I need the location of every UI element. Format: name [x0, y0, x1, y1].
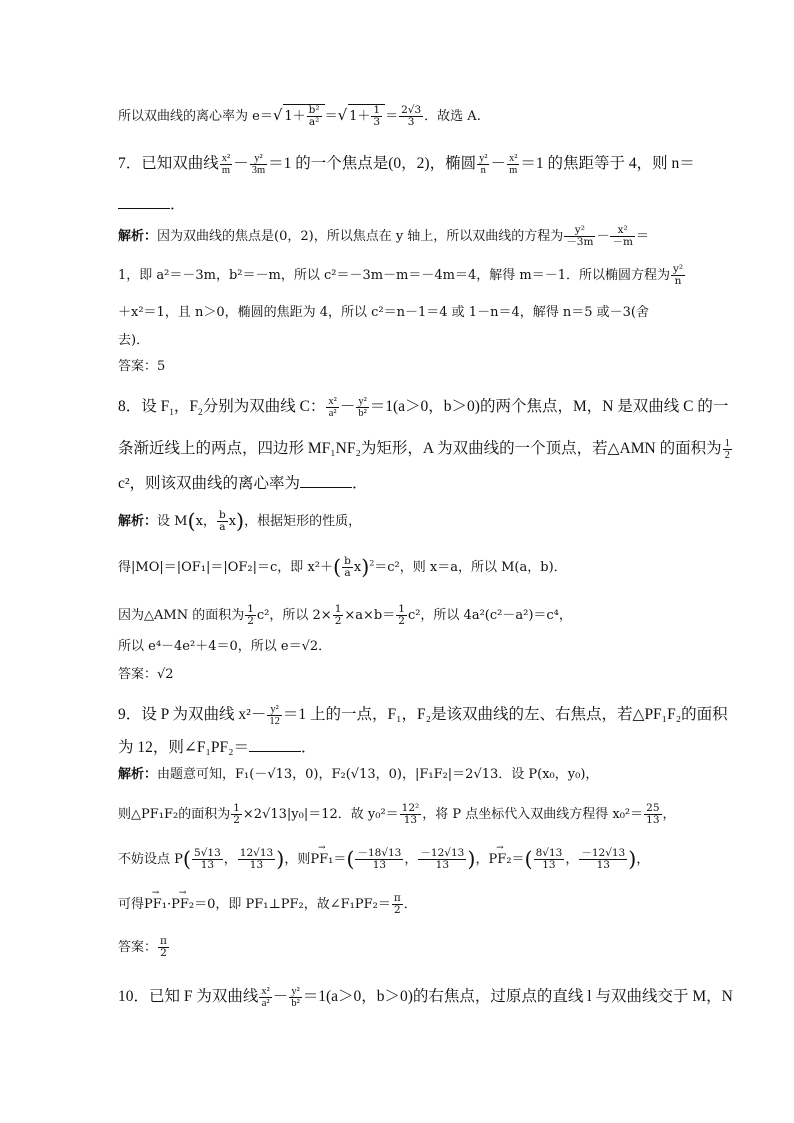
q7-blank: ． — [118, 197, 186, 213]
q9-answer: 答案： $\frac{\pi}{2}$ — [118, 935, 167, 960]
q9-solution-1: 解析：由题意可知，F₁(－√13，0)，F₂(√13，0)，|F₁F₂|＝2√13．设 P(x₀，y₀)， — [118, 767, 599, 782]
q7-solution-4: 去)． — [118, 333, 150, 348]
q8-statement-2: 条渐近线上的两点，四边形 MF₁NF₂为矩形，A 为双曲线的一个顶点，若△AMN 的面积为 $\frac{1}{2}$ — [118, 438, 730, 462]
q8-solution-1: 解析：设 M(x， $\frac{b}{a}$ x)，根据矩形的性质， — [118, 509, 362, 534]
q8-solution-4: 所以 e⁴－4e²＋4＝0，所以 e＝√2． — [118, 639, 332, 654]
q7-solution-1: 解析：因为双曲线的焦点是(0，2)，所以焦点在 y 轴上，所以双曲线的方程为 $\frac{\text{y²}}{-3m}$ － $\frac{\text{x²}}{-m}$ ＝ — [118, 224, 649, 249]
q9-solution-3: 不妨设点 P( $\frac{5√13}{13}$ ， $\frac{12√13}{13}$ )，则→ PF₁＝( $\frac{-18√13}{13}$ ， $\frac{-12√13}{13}$ )，→ PF₂＝( $\frac{8√13}{13}$ ， $\frac{-12√13}{13}$ )， — [118, 848, 649, 871]
q7-answer: 答案：5 — [118, 359, 166, 374]
q9-statement-1: 9．设 P 为双曲线 x²－ $\frac{\text{y²}}{12}$ ＝1 上的一点，F₁，F₂是该双曲线的左、右焦点，若△PF₁F₂的面积 — [118, 704, 728, 728]
q7-solution-2: 1，即 a²＝－3m，b²＝－m，所以 c²＝－3m－m＝－4m＝4，解得 m＝－1．所以椭圆方程为 $\frac{\text{y²}}{n}$ — [118, 263, 684, 288]
q9-statement-2: 为 12，则∠F₁PF₂＝ ． — [118, 739, 317, 756]
q8-answer: 答案：√2 — [118, 667, 174, 682]
q8-statement-3: c²，则该双曲线的离心率为 ． — [118, 475, 368, 492]
q8-solution-2: 得|MO|＝|OF₁|＝|OF₂|＝c，即 x²＋( $\frac{b}{a}$ x)$^2$＝c²，则 x＝a，所以 M(a，b)． — [118, 555, 567, 580]
q8-statement-1: 8．设 $F_1$，$F_2$分别为双曲线 C： $\frac{\text{x²}}{\text{a²}}$ － $\frac{\text{y²}}{\text{b²}}$ ＝1(a＞0，b＞0)的两个焦点，M，N 是双曲线 C 的一 — [118, 396, 729, 420]
q10-statement-1: 10．已知 F 为双曲线 $\frac{\text{x²}}{\text{a²}}$ － $\frac{\text{y²}}{\text{b²}}$ ＝1(a＞0，b＞0)的右焦点，过原点的直线 l 与双曲线交于 M，N — [118, 986, 733, 1010]
q9-solution-4: 可得→ PF₁·→ PF₂＝0，即 PF₁⊥PF₂，故∠F₁PF₂＝ $\frac{\pi}{2}$ ． — [118, 893, 417, 916]
q7-statement: 7．已知双曲线 $\frac{\text{x²}}{m}$ － $\frac{\text{y²}}{3m}$ ＝1 的一个焦点是(0，2)，椭圆 $\frac{\text{y²}}{n}$ － $\frac{\text{x²}}{m}$ ＝1 的焦距等于 4，则 n＝ — [118, 153, 695, 177]
q8-solution-3: 因为△AMN 的面积为 $\frac{1}{2}$ c²，所以 2× $\frac{1}{2}$ ×a×b＝ $\frac{1}{2}$ c²，所以 4a²(c²－a²)＝c⁴， — [118, 603, 572, 628]
q7-solution-3: ＋x²＝1，且 n＞0，椭圆的焦距为 4，所以 c²＝n－1＝4 或 1－n＝4，解得 n＝5 或－3(舍 — [118, 305, 649, 320]
q9-solution-2: 则△PF₁F₂的面积为 $\frac{1}{2}$ ×2√13|y₀|＝12．故 y₀²＝ $\frac{\text{12²}}{13}$ ，将 P 点坐标代入双曲线方程得 x₀²＝ $\frac{25}{13}$ ， — [118, 802, 676, 827]
p6-conclusion: 所以双曲线的离心率为 e＝√ 1＋ $\frac{\text{b²}}{\text{a²}}$ ＝√ 1＋ $\frac{1}{3}$ ＝ $\frac{2√3}{3}$ ．故选 A. — [118, 104, 481, 129]
